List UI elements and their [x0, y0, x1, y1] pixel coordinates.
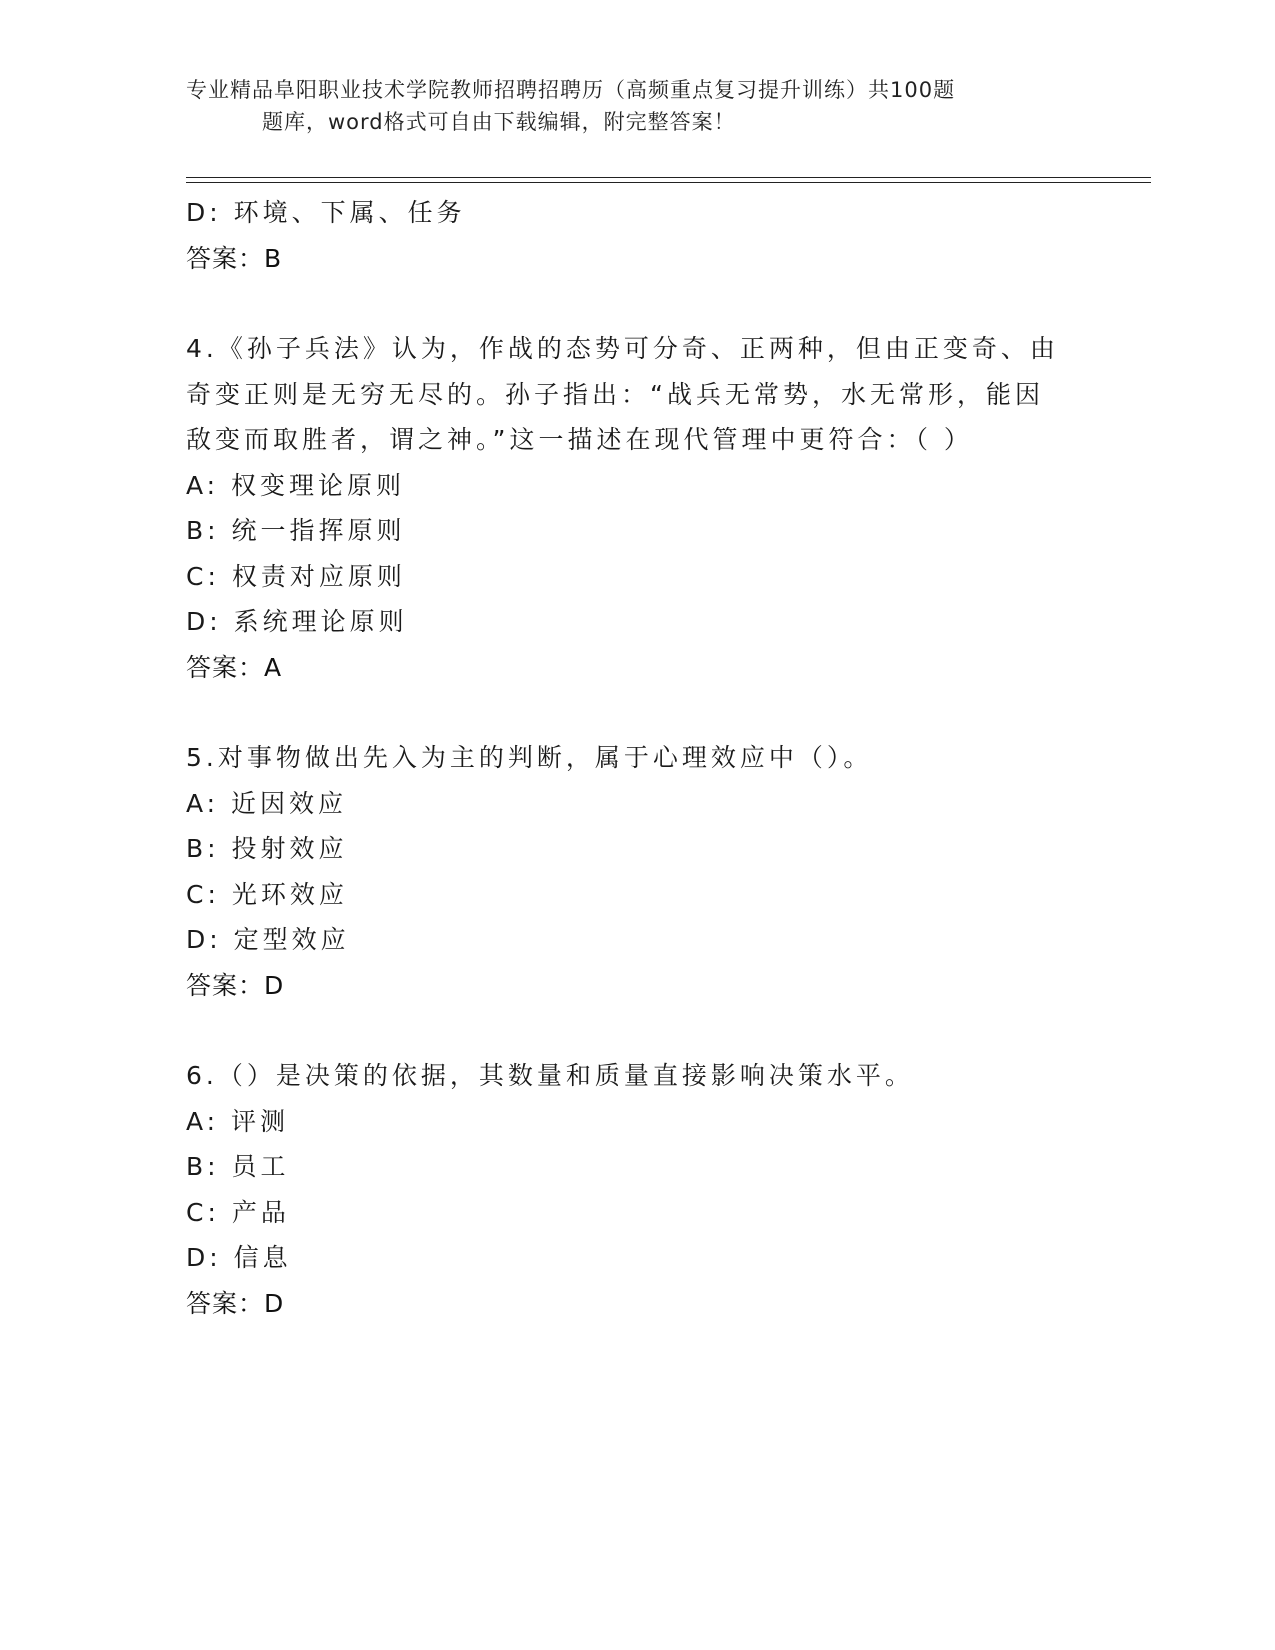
question-5-stem: 5.对事物做出先入为主的判断，属于心理效应中（）。	[186, 743, 873, 772]
spacer	[186, 1008, 1086, 1053]
header-title-line-2: 题库，word格式可自由下载编辑，附完整答案！	[262, 110, 736, 134]
question-5-option-c: C: 光环效应	[186, 879, 348, 909]
question-5-option-b: B: 投射效应	[186, 834, 348, 863]
spacer	[186, 690, 1086, 735]
question-4-option-d: D: 系统理论原则	[186, 607, 408, 636]
question-5-answer: 答案：D	[186, 970, 285, 1000]
question-5	[186, 735, 1086, 1008]
document-header	[186, 74, 1066, 138]
question-4-option-a: A: 权变理论原则	[186, 470, 406, 500]
question-6-option-a: A: 评测	[186, 1106, 290, 1136]
question-6-option-c: C: 产品	[186, 1197, 290, 1227]
question-4-option-b: B: 统一指挥原则	[186, 516, 406, 545]
spacer	[186, 281, 1086, 326]
question-list	[186, 190, 1086, 1326]
question-4-stem-line-2: 奇变正则是无穷无尽的。孙子指出：“战兵无常势，水无常形，能因	[186, 379, 1044, 409]
question-6-option-d: D: 信息	[186, 1243, 292, 1272]
question-4-stem-line-3: 敌变而取胜者，谓之神。”这一描述在现代管理中更符合：（ ）	[186, 425, 973, 454]
question-6-answer: 答案：D	[186, 1288, 285, 1318]
question-3-tail	[186, 190, 1086, 281]
question-5-option-d: D: 定型效应	[186, 925, 350, 954]
question-6-option-b: B: 员工	[186, 1152, 290, 1181]
question-6-stem: 6.（）是决策的依据，其数量和质量直接影响决策水平。	[186, 1061, 914, 1090]
question-5-option-a: A: 近因效应	[186, 788, 348, 818]
header-title-line-1: 专业精品阜阳职业技术学院教师招聘招聘历（高频重点复习提升训练）共100题	[186, 78, 956, 102]
question-4-answer: 答案：A	[186, 652, 283, 682]
question-4-option-c: C: 权责对应原则	[186, 561, 406, 591]
question-3-option-d: D: 环境、下属、任务	[186, 198, 466, 227]
question-3-answer: 答案：B	[186, 243, 283, 273]
header-rule-top	[186, 177, 1151, 178]
question-6	[186, 1053, 1086, 1326]
header-rule-bottom	[186, 182, 1151, 183]
question-4-stem-line-1: 4.《孙子兵法》认为，作战的态势可分奇、正两种，但由正变奇、由	[186, 334, 1059, 363]
question-4	[186, 326, 1086, 690]
